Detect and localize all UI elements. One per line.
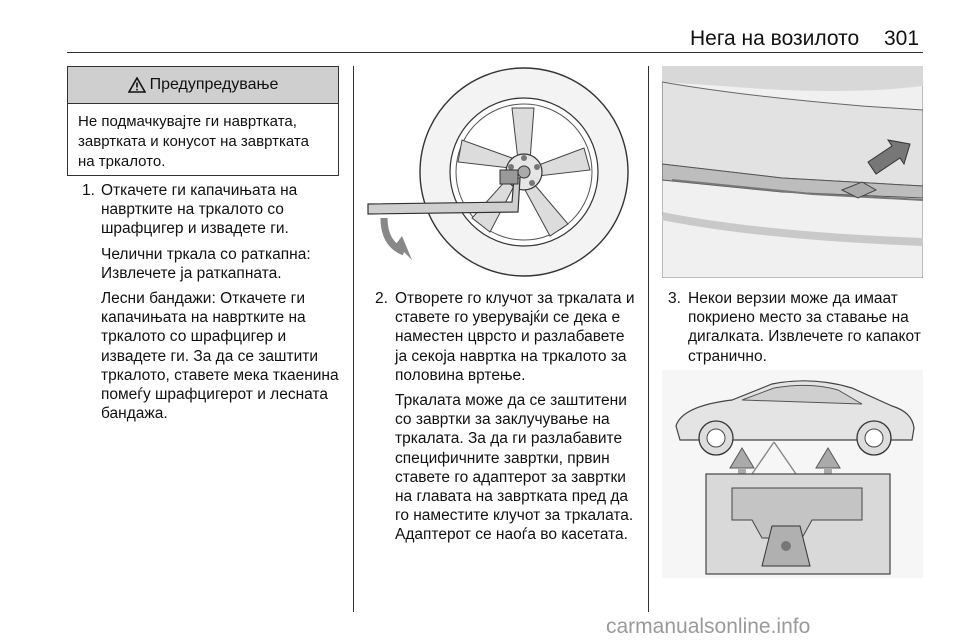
step-3 bbox=[668, 289, 930, 372]
header-rule bbox=[67, 52, 923, 53]
step-paragraph: Тркалата може да се заштитени со завртки за заклучување на тркалата. За да ги разлабавите специфичните завртки, првин ставете го адаптерот за завртки на главата на завртката пред да го наместите клучот за тркалата. Адаптерот се наоѓа во касетата. bbox=[395, 392, 634, 544]
step-number: 1. bbox=[82, 182, 95, 199]
warning-triangle-icon bbox=[128, 77, 146, 93]
step-number: 3. bbox=[668, 290, 681, 307]
step-paragraph: Отворете го клучот за тркалата и ставете го уверувајќи се дека е наместен цврсто и разлабавете ја секоја навртка на тркалото за половина вртење. bbox=[395, 290, 635, 384]
car-jack-points-illustration bbox=[662, 370, 923, 578]
underbody-jack-point-illustration bbox=[662, 66, 923, 278]
watermark: carmanualsonline.info bbox=[606, 615, 811, 638]
warning-header bbox=[68, 67, 338, 104]
wheel-wrench-illustration bbox=[362, 66, 638, 278]
step-1 bbox=[82, 181, 342, 429]
step-paragraph: Лесни бандажи: Откачете ги капачињата на навртките на тркалото со шрафцигер и извадете ги. За да се заштити тркалото, ставете мека ткаенина помеѓу шрафцигерот и лесната бандажа. bbox=[101, 290, 339, 423]
step-paragraph: Некои верзии може да имаат покриено место за ставање на дигалката. Извлечете го капакот странично. bbox=[688, 290, 921, 365]
page-number: 301 bbox=[884, 27, 920, 50]
step-paragraph: Челични тркала со раткапна: Извлечете ја раткапната. bbox=[101, 245, 311, 282]
step-2 bbox=[375, 289, 637, 551]
page-header-title: Нега на возилото bbox=[690, 27, 860, 50]
warning-title: Предупредување bbox=[149, 76, 279, 93]
step-paragraph: Откачете ги капачињата на навртките на тркалото со шрафцигер и извадете ги. bbox=[101, 182, 298, 238]
warning-box bbox=[67, 66, 339, 176]
column-divider-2 bbox=[648, 66, 649, 612]
step-number: 2. bbox=[375, 290, 388, 307]
column-divider-1 bbox=[353, 66, 354, 612]
warning-text: Не подмачкувајте ги навртката, завртката и конусот на завртката на тркалото. bbox=[78, 113, 309, 170]
